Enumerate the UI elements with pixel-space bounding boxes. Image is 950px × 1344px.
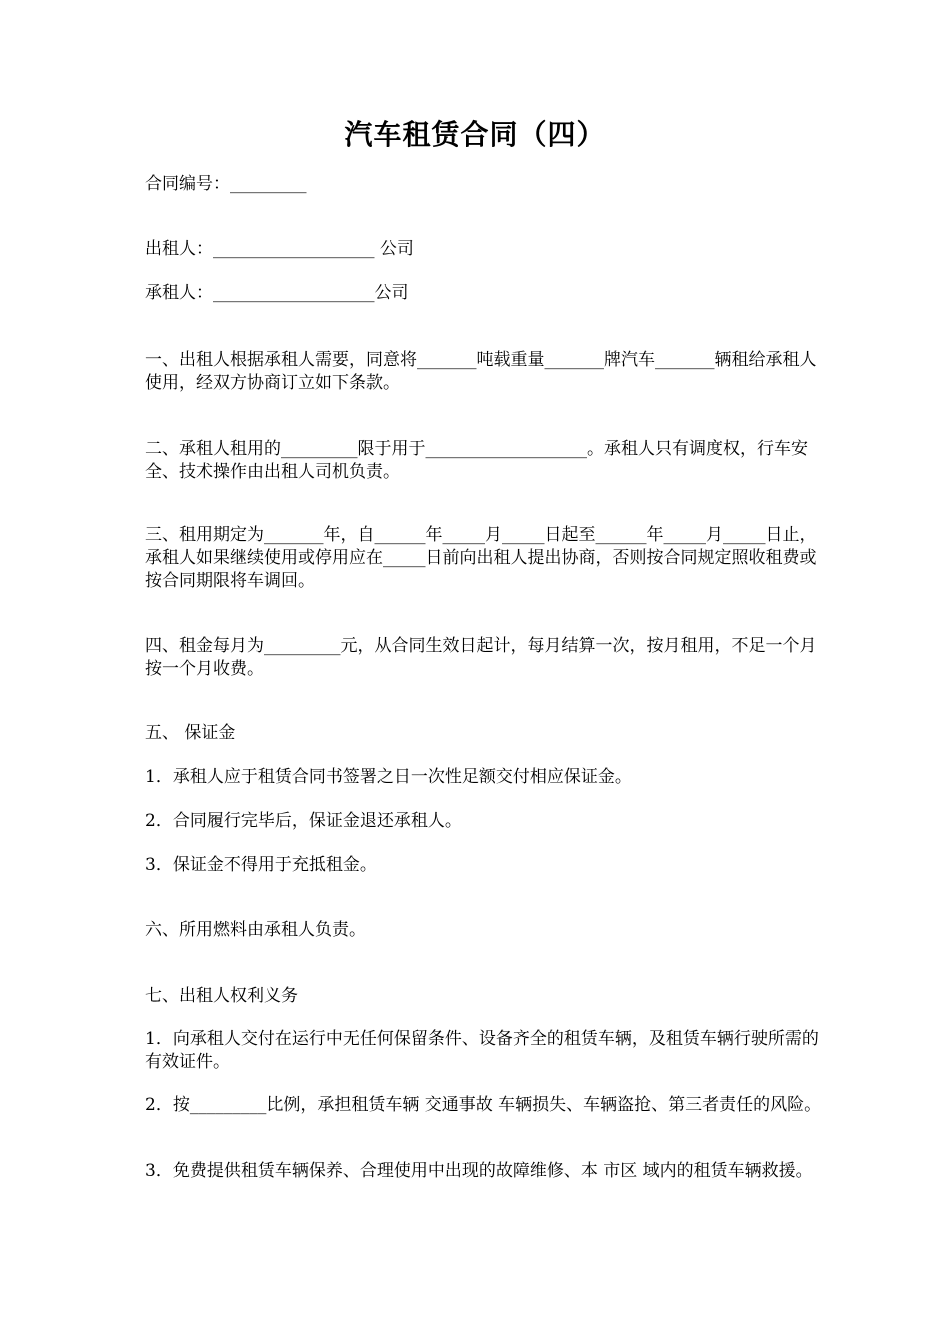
clause-7-item: 3．免费提供租赁车辆保养、合理使用中出现的故障维修、本 市区 域内的租赁车辆救援。: [145, 1161, 813, 1181]
clause-7-item: 2．按_________比例，承担租赁车辆 交通事故 车辆损失、车辆盗抢、第三者责任的风险。: [145, 1095, 822, 1115]
clause-5-heading: 五、 保证金: [145, 723, 236, 743]
clause-5-item: 2．合同履行完毕后，保证金退还承租人。: [145, 811, 462, 831]
lessee-line: 承租人：___________________公司: [145, 283, 409, 303]
clause-7-heading: 七、出租人权利义务: [145, 986, 298, 1006]
lessor-line: 出租人：___________________ 公司: [145, 239, 414, 259]
clause-3: 三、租用期定为_______年，自______年_____月_____日起至______年_____月_____日止，承租人如果继续使用或停用应在_____日前向出租人提出协商，否则按合同规定照收租费或按合同期限将车调回。: [145, 525, 817, 591]
clause-7-item: 1．向承租人交付在运行中无任何保留条件、设备齐全的租赁车辆，及租赁车辆行驶所需的有效证件。: [145, 1029, 819, 1072]
clause-2: 二、承租人租用的_________限于用于___________________。承租人只有调度权，行车安全、技术操作由出租人司机负责。: [145, 439, 808, 482]
clause-5-item: 1．承租人应于租赁合同书签署之日一次性足额交付相应保证金。: [145, 767, 632, 787]
clause-1: 一、出租人根据承租人需要，同意将_______吨载重量_______牌汽车_______辆租给承租人使用，经双方协商订立如下条款。: [145, 350, 817, 393]
page-title: 汽车租赁合同（四）: [344, 118, 606, 151]
contract-number: 合同编号：_________: [145, 174, 307, 194]
clause-5-item: 3．保证金不得用于充抵租金。: [145, 855, 377, 875]
clause-4: 四、租金每月为_________元，从合同生效日起计，每月结算一次，按月租用，不足一个月按一个月收费。: [145, 636, 817, 679]
clause-6: 六、所用燃料由承租人负责。: [145, 920, 366, 940]
